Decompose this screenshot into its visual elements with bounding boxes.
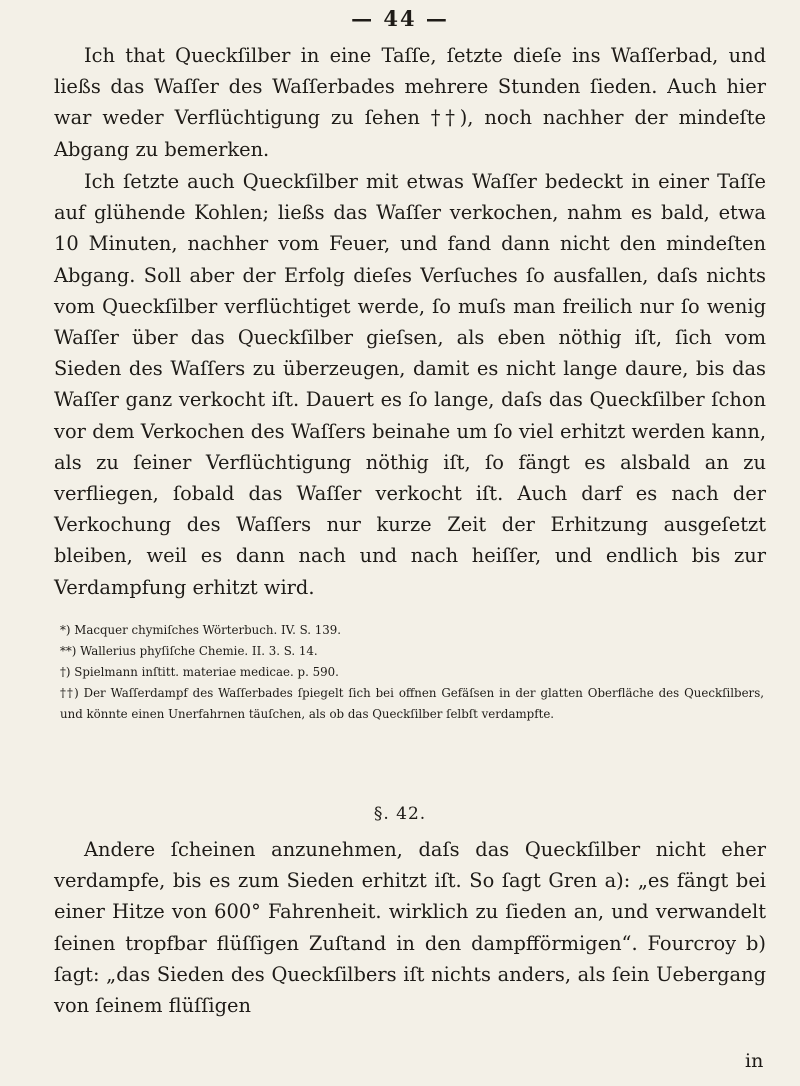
page-number: — 44 —: [351, 6, 449, 31]
body-paragraph-3: Andere ſcheinen anzunehmen, daſs das Queckſilber nicht eher verdampfe, bis es zum Sieden erhitzt iſt. So ſagt Gren a): „es fängt bei einer Hitze von 600° Fahrenheit. wirklich zu ſieden an, und verwandelt ſeinen tropfbar flüſſigen Zuſtand in den dampfförmigen“. Fourcroy b) ſagt: „das Sieden des Queckſilbers iſt nichts anders, als ſein Uebergang von ſeinem flüſſigen: [54, 838, 766, 1018]
footnotes: [60, 620, 764, 725]
catchword: in: [745, 1050, 764, 1072]
footnote-3: †) Spielmann inſtitt. materiae medicae. p. 590.: [60, 665, 339, 679]
footnote-2: **) Wallerius phyſiſche Chemie. II. 3. S. 14.: [60, 644, 318, 658]
footnote-4: ††) Der Waſſerdampf des Waſſerbades ſpiegelt ſich bei offnen Gefäſsen in der glatten Oberfläche des Queckſilbers, und könnte einen Unerfahrnen täuſchen, als ob das Queckſilber ſelbſt verdampfte.: [60, 686, 764, 721]
footnote-1: *) Macquer chymiſches Wörterbuch. IV. S. 139.: [60, 623, 341, 637]
body-paragraph-2: Ich ſetzte auch Queckſilber mit etwas Waſſer bedeckt in einer Taſſe auf glühende Kohlen; ließs das Waſſer verkochen, nahm es bald, etwa 10 Minuten, nachher vom Feuer, und fand dann nicht den mindeſten Abgang. Soll aber der Erfolg dieſes Verſuches ſo ausfallen, daſs nichts vom Queckſilber verflüchtiget werde, ſo muſs man freilich nur ſo wenig Waſſer über das Queckſilber gieſsen, als eben nöthig iſt, ſich vom Sieden des Waſſers zu überzeugen, damit es nicht lange daure, bis das Waſſer ganz verkocht iſt. Dauert es ſo lange, daſs das Queckſilber ſchon vor dem Verkochen des Waſſers beinahe um ſo viel erhitzt werden kann, als zu ſeiner Verflüchtigung nöthig iſt, ſo fängt es alsbald an zu verfliegen, ſobald das Waſſer verkocht iſt. Auch darf es nach der Verkochung des Waſſers nur kurze Zeit der Erhitzung ausgeſetzt bleiben, weil es dann nach und nach heiſſer, und endlich bis zur Verdampfung erhitzt wird.: [54, 170, 766, 599]
body-paragraph-1: Ich that Queckſilber in eine Taſſe, ſetzte dieſe ins Waſſerbad, und ließs das Waſſer des Waſſerbades mehrere Stunden ſieden. Auch hier war weder Verflüchtigung zu ſehen ††), noch nachher der mindeſte Abgang zu bemerken.: [54, 44, 766, 161]
section-heading: §. 42.: [373, 804, 427, 824]
